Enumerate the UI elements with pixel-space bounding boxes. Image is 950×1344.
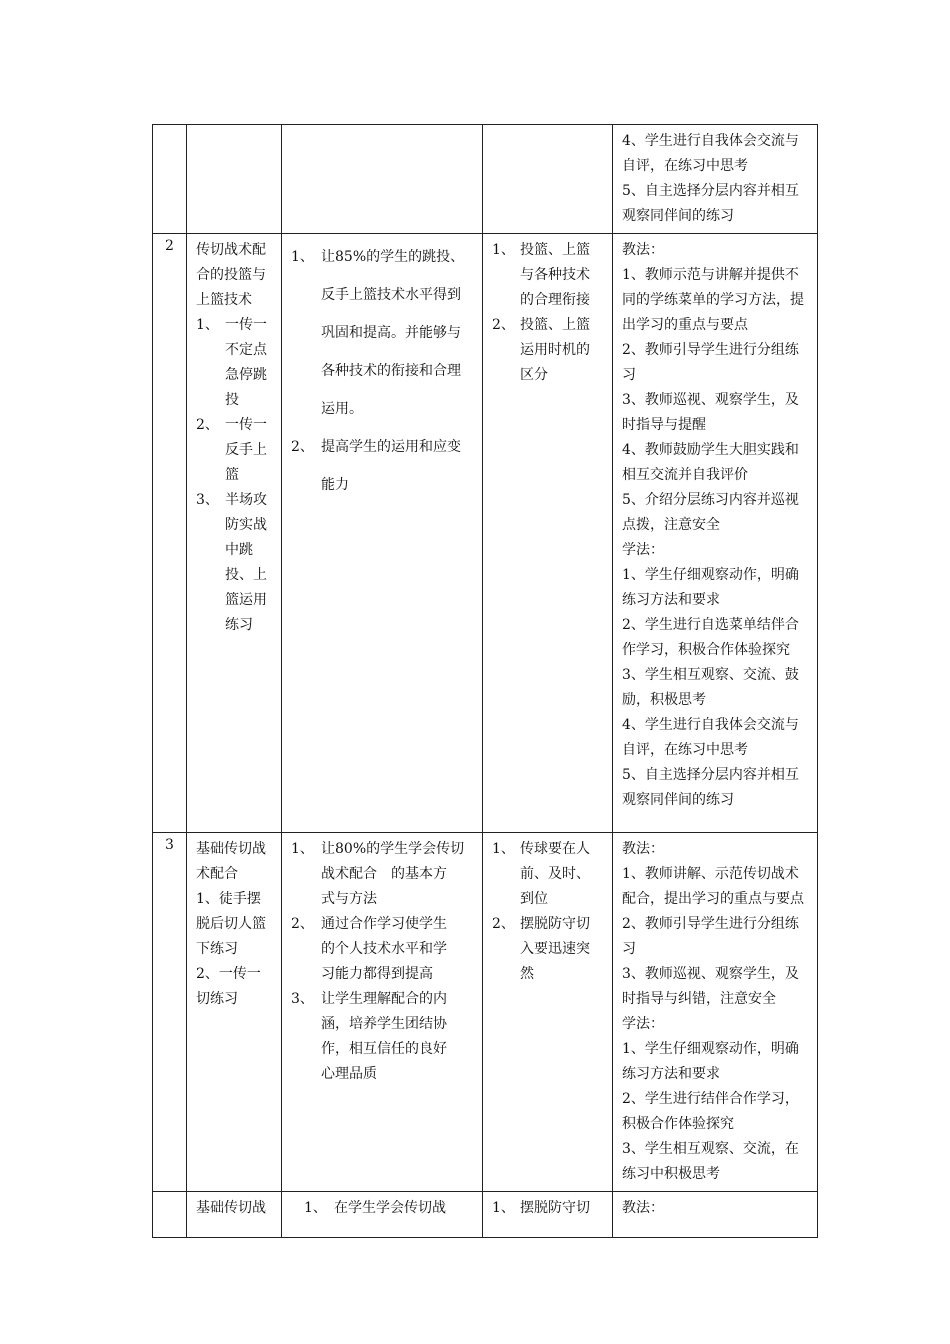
text-line: 在学生学会传切战 <box>334 1200 446 1216</box>
text-line: 学法： <box>622 1016 664 1032</box>
content-cell <box>187 1192 282 1238</box>
text-line: 运用。 <box>321 401 363 417</box>
item-text <box>334 1196 474 1221</box>
text-line: 式与方法 <box>321 891 377 907</box>
text-line: 入要迅速突 <box>520 941 590 957</box>
text-line: 相互交流并自我评价 <box>622 467 748 483</box>
keypoints-list <box>483 1192 612 1225</box>
keypoints-list <box>483 234 612 392</box>
table-row <box>153 1192 818 1238</box>
text-line: 配合，提出学习的重点与要点 <box>622 891 804 907</box>
keypoints-list <box>483 833 612 991</box>
text-line: 不定点 <box>225 342 267 358</box>
item-number: 2、 <box>492 317 515 333</box>
text-line: 习 <box>622 367 636 383</box>
text-line: 3、学生相互观察、交流，在 <box>622 1141 799 1157</box>
text-line: 观察同伴间的练习 <box>622 792 734 808</box>
text-line: 时指导与提醒 <box>622 417 706 433</box>
text-line: 术配合 <box>196 866 238 882</box>
table-row <box>153 833 818 1192</box>
content-items <box>196 313 273 638</box>
goals-cell <box>282 833 483 1192</box>
item-number: 2、 <box>291 439 314 455</box>
text-line: 上篮技术 <box>196 292 252 308</box>
text-line: 反手上篮技术水平得到 <box>321 287 461 303</box>
numbered-item <box>492 837 604 912</box>
numbered-item <box>291 837 474 912</box>
text-line: 习能力都得到提高 <box>321 966 433 982</box>
item-number: 2、 <box>196 417 219 433</box>
text-line: 篮 <box>225 467 239 483</box>
text-line: 教法： <box>622 1200 664 1216</box>
text-line: 让学生理解配合的内 <box>321 991 447 1007</box>
text-line: 2、教师引导学生进行分组练 <box>622 916 799 932</box>
item-number: 2、 <box>291 916 314 932</box>
lesson-number-cell <box>153 833 187 1192</box>
lesson-plan-table <box>152 124 818 1238</box>
text-line: 1、学生仔细观察动作，明确 <box>622 1041 799 1057</box>
text-line: 一传一 <box>225 417 267 433</box>
text-line: 出学习的重点与要点 <box>622 317 748 333</box>
item-number: 3、 <box>196 492 219 508</box>
text-line: 急停跳 <box>225 367 267 383</box>
numbered-item <box>291 238 474 428</box>
text-line: 能力 <box>321 477 349 493</box>
text-line: 提高学生的运用和应变 <box>321 439 461 455</box>
item-text <box>520 238 604 313</box>
numbered-item <box>196 488 273 638</box>
keypoints-cell <box>483 234 613 833</box>
table-row <box>153 234 818 833</box>
text-line: 投篮、上篮 <box>520 242 590 258</box>
goals-cell <box>282 1192 483 1238</box>
text-line: 4、学生进行自我体会交流与 <box>622 133 799 149</box>
numbered-item <box>196 413 273 488</box>
text-line: 合的投篮与 <box>196 267 266 283</box>
text-line: 作，相互信任的良好 <box>321 1041 447 1057</box>
text-line: 3、教师巡视、观察学生，及 <box>622 392 799 408</box>
text-line: 中跳 <box>225 542 253 558</box>
keypoints-cell <box>483 1192 613 1238</box>
text-line: 心理品质 <box>321 1066 377 1082</box>
keypoints-cell <box>483 833 613 1192</box>
text-line: 2、教师引导学生进行分组练 <box>622 342 799 358</box>
content-title <box>196 238 273 313</box>
item-text <box>321 428 474 504</box>
text-line: 练习方法和要求 <box>622 1066 720 1082</box>
text-line: 传球要在人 <box>520 841 590 857</box>
numbered-item <box>492 238 604 313</box>
text-line: 练习方法和要求 <box>622 592 720 608</box>
text-line: 1、徒手摆 <box>196 891 261 907</box>
text-line: 励，积极思考 <box>622 692 706 708</box>
lesson-plan-body <box>153 125 818 1238</box>
text-line: 练习中积极思考 <box>622 1166 720 1182</box>
item-number: 1、 <box>291 249 314 265</box>
item-text <box>520 313 604 388</box>
methods-list <box>613 833 817 1191</box>
text-line: 脱后切人篮 <box>196 916 266 932</box>
text-line: 1、学生仔细观察动作，明确 <box>622 567 799 583</box>
item-text <box>520 1196 604 1221</box>
lesson-number-cell <box>153 1192 187 1238</box>
text-line: 投篮、上篮 <box>520 317 590 333</box>
item-number: 1、 <box>196 317 219 333</box>
methods-cell <box>613 234 818 833</box>
text-line: 2、学生进行结伴合作学习， <box>622 1091 799 1107</box>
item-text <box>520 837 604 912</box>
text-line: 2、一传一 <box>196 966 261 982</box>
lesson-number-cell <box>153 125 187 234</box>
text-line: 同的学练菜单的学习方法，提 <box>622 292 804 308</box>
text-line: 学法： <box>622 542 664 558</box>
text-line: 前、及时、 <box>520 866 590 882</box>
content-cell <box>187 125 282 234</box>
text-line: 5、自主选择分层内容并相互 <box>622 767 799 783</box>
text-line: 反手上 <box>225 442 267 458</box>
text-line: 教法： <box>622 841 664 857</box>
text-line: 让80%的学生学会传切 <box>321 841 465 857</box>
text-line: 各种技术的衔接和合理 <box>321 363 461 379</box>
item-text <box>225 488 273 638</box>
goals-list <box>282 1192 482 1225</box>
text-line: 摆脱防守切 <box>520 916 590 932</box>
table-row <box>153 125 818 234</box>
item-number: 2、 <box>492 916 515 932</box>
item-number: 1、 <box>492 841 515 857</box>
text-line: 下练习 <box>196 941 238 957</box>
item-text <box>225 313 273 413</box>
text-line: 区分 <box>520 367 548 383</box>
text-line: 的个人技术水平和学 <box>321 941 447 957</box>
text-line: 作学习，积极合作体验探究 <box>622 642 790 658</box>
content-list <box>187 1192 281 1225</box>
numbered-item <box>304 1196 474 1221</box>
text-line: 3、学生相互观察、交流、鼓 <box>622 667 799 683</box>
goals-cell <box>282 234 483 833</box>
item-text <box>321 987 474 1087</box>
lesson-number: 2 <box>165 238 174 254</box>
text-line: 篮运用 <box>225 592 267 608</box>
text-line: 巩固和提高。并能够与 <box>321 325 461 341</box>
lesson-number-cell <box>153 234 187 833</box>
text-line: 投、上 <box>225 567 267 583</box>
numbered-item <box>492 912 604 987</box>
numbered-item <box>196 313 273 413</box>
lesson-number: 3 <box>165 837 174 853</box>
text-line: 投 <box>225 392 239 408</box>
goals-list <box>282 234 482 508</box>
text-line: 防实战 <box>225 517 267 533</box>
item-number: 1、 <box>492 1200 515 1216</box>
numbered-item <box>291 987 474 1087</box>
text-line: 4、教师鼓励学生大胆实践和 <box>622 442 799 458</box>
text-line: 1、教师讲解、示范传切战术 <box>622 866 799 882</box>
item-number: 1、 <box>492 242 515 258</box>
text-line: 运用时机的 <box>520 342 590 358</box>
content-cell <box>187 833 282 1192</box>
methods-list <box>613 125 817 233</box>
numbered-item <box>492 1196 604 1221</box>
item-number: 3、 <box>291 991 314 1007</box>
text-line: 自评，在练习中思考 <box>622 742 748 758</box>
text-line: 点拨，注意安全 <box>622 517 720 533</box>
methods-list <box>613 1192 817 1225</box>
text-line: 战术配合 的基本方 <box>321 866 447 882</box>
item-text <box>321 837 474 912</box>
text-line: 一传一 <box>225 317 267 333</box>
text-line: 3、教师巡视、观察学生，及 <box>622 966 799 982</box>
text-line: 自评，在练习中思考 <box>622 158 748 174</box>
text-line: 习 <box>622 941 636 957</box>
item-text <box>225 413 273 488</box>
text-line: 5、自主选择分层内容并相互 <box>622 183 799 199</box>
text-line: 涵，培养学生团结协 <box>321 1016 447 1032</box>
text-line: 半场攻 <box>225 492 267 508</box>
content-list <box>187 234 281 642</box>
text-line: 教法： <box>622 242 664 258</box>
text-line: 通过合作学习使学生 <box>321 916 447 932</box>
text-line: 基础传切战 <box>196 1200 266 1216</box>
text-line: 传切战术配 <box>196 242 266 258</box>
text-line: 1、教师示范与讲解并提供不 <box>622 267 799 283</box>
text-line: 5、介绍分层练习内容并巡视 <box>622 492 799 508</box>
text-line: 练习 <box>225 617 253 633</box>
content-list <box>187 833 281 1016</box>
text-line: 让85%的学生的跳投、 <box>321 249 465 265</box>
text-line: 积极合作体验探究 <box>622 1116 734 1132</box>
keypoints-cell <box>483 125 613 234</box>
goals-list <box>282 833 482 1091</box>
methods-cell <box>613 1192 818 1238</box>
text-line: 4、学生进行自我体会交流与 <box>622 717 799 733</box>
item-text <box>321 238 474 428</box>
text-line: 时指导与纠错，注意安全 <box>622 991 776 1007</box>
text-line: 观察同伴间的练习 <box>622 208 734 224</box>
content-cell <box>187 234 282 833</box>
numbered-item <box>291 912 474 987</box>
item-text <box>520 912 604 987</box>
methods-cell <box>613 833 818 1192</box>
numbered-item <box>492 313 604 388</box>
text-line: 基础传切战 <box>196 841 266 857</box>
text-line: 然 <box>520 966 534 982</box>
item-text <box>321 912 474 987</box>
text-line: 2、学生进行自选菜单结伴合 <box>622 617 799 633</box>
goals-cell <box>282 125 483 234</box>
text-line: 到位 <box>520 891 548 907</box>
item-number: 1、 <box>291 841 314 857</box>
text-line: 与各种技术 <box>520 267 590 283</box>
item-number: 1、 <box>304 1200 327 1216</box>
text-line: 切练习 <box>196 991 238 1007</box>
text-line: 的合理衔接 <box>520 292 590 308</box>
methods-list <box>613 234 817 817</box>
methods-cell <box>613 125 818 234</box>
text-line: 摆脱防守切 <box>520 1200 590 1216</box>
numbered-item <box>291 428 474 504</box>
